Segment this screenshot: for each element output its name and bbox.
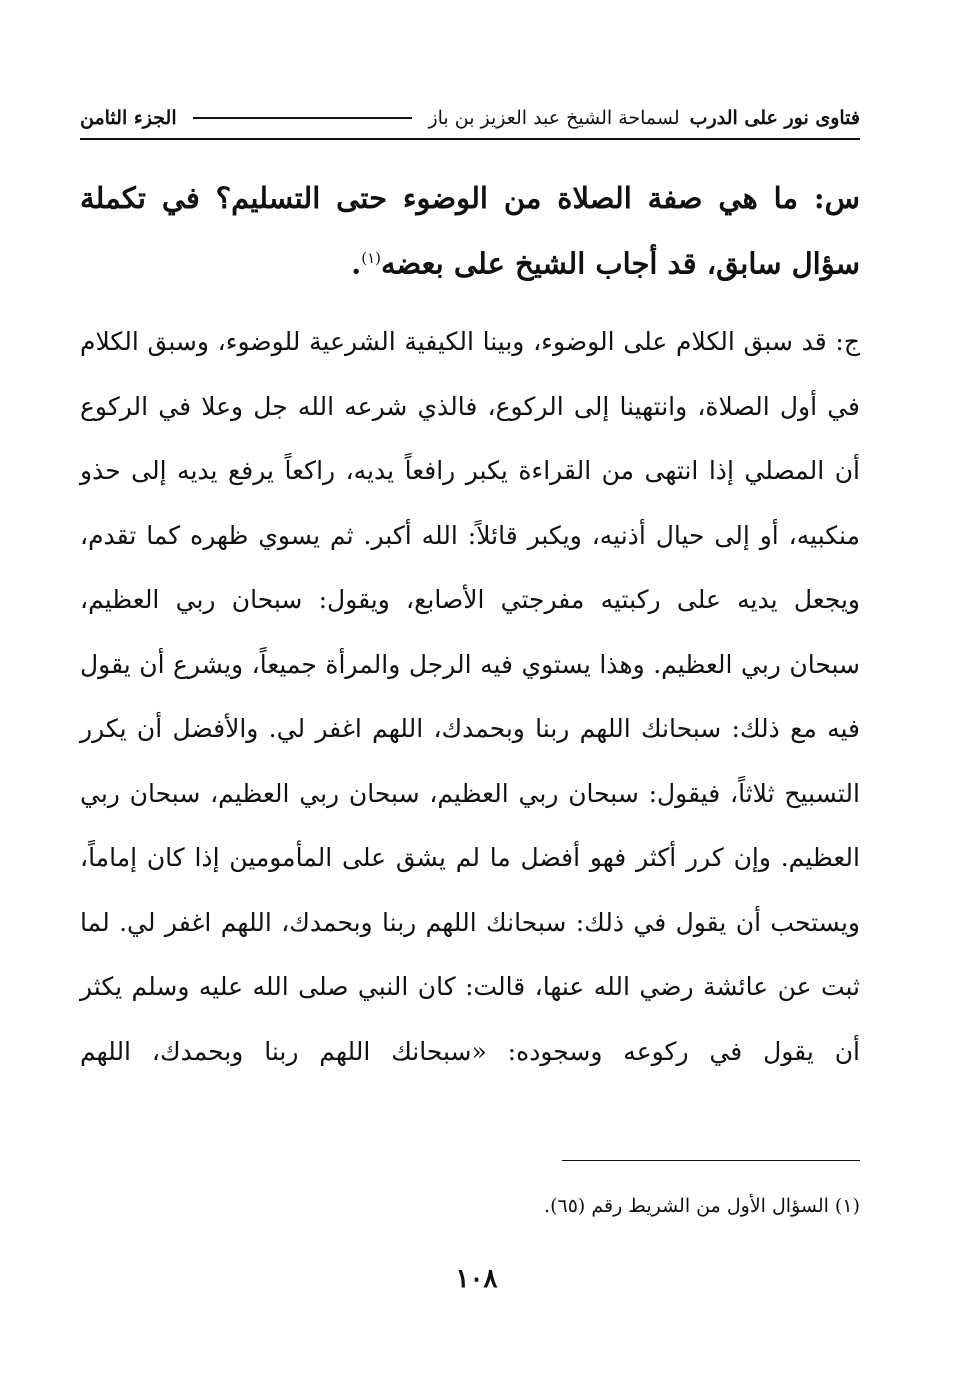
header-rule xyxy=(193,117,413,119)
running-header xyxy=(80,98,860,140)
question-paragraph xyxy=(80,168,860,294)
question-end-punctuation: . xyxy=(351,246,362,281)
question-text: س: ما هي صفة الصلاة من الوضوء حتى التسليم؟ في تكملة سؤال سابق، قد أجاب الشيخ على بعضه xyxy=(80,181,860,281)
footnote-separator xyxy=(562,1160,860,1161)
footnote-reference: (١) xyxy=(361,249,381,267)
answer-paragraph: ج: قد سبق الكلام على الوضوء، وبينا الكيفية الشرعية للوضوء، وسبق الكلام في أول الصلاة، وانتهينا إلى الركوع، فالذي شرعه الله جل وعلا في الركوع أن المصلي إذا انتهى من القراءة يكبر رافعاً يديه، راكعاً يرفع يديه إلى حذو منكبيه، أو إلى حيال أذنيه، ويكبر قائلاً: الله أكبر. ثم يسوي ظهره كما تقدم، ويجعل يديه على ركبتيه مفرجتي الأصابع، ويقول: سبحان ربي العظيم، سبحان ربي العظيم. وهذا يستوي فيه الرجل والمرأة جميعاً، ويشرع أن يقول فيه مع ذلك: سبحانك اللهم ربنا وبحمدك، اللهم اغفر لي. والأفضل أن يكرر التسبيح ثلاثاً، فيقول: سبحان ربي العظيم، سبحان ربي العظيم، سبحان ربي العظيم. وإن كرر أكثر فهو أفضل ما لم يشق على المأمومين إذا كان إماماً، ويستحب أن يقول في ذلك: سبحانك اللهم ربنا وبحمدك، اللهم اغفر لي. لما ثبت عن عائشة رضي الله عنها، قالت: كان النبي صلى الله عليه وسلم يكثر أن يقول في ركوعه وسجوده: «سبحانك اللهم ربنا وبحمدك، اللهم xyxy=(80,327,860,1066)
author-name: لسماحة الشيخ عبد العزيز بن باز xyxy=(428,107,680,129)
footnote: (١) السؤال الأول من الشريط رقم (٦٥). xyxy=(544,1195,860,1217)
book-title: فتاوى نور على الدرب xyxy=(689,107,860,129)
volume-part: الجزء الثامن xyxy=(80,107,177,129)
page-number: ١٠٨ xyxy=(455,1264,498,1294)
